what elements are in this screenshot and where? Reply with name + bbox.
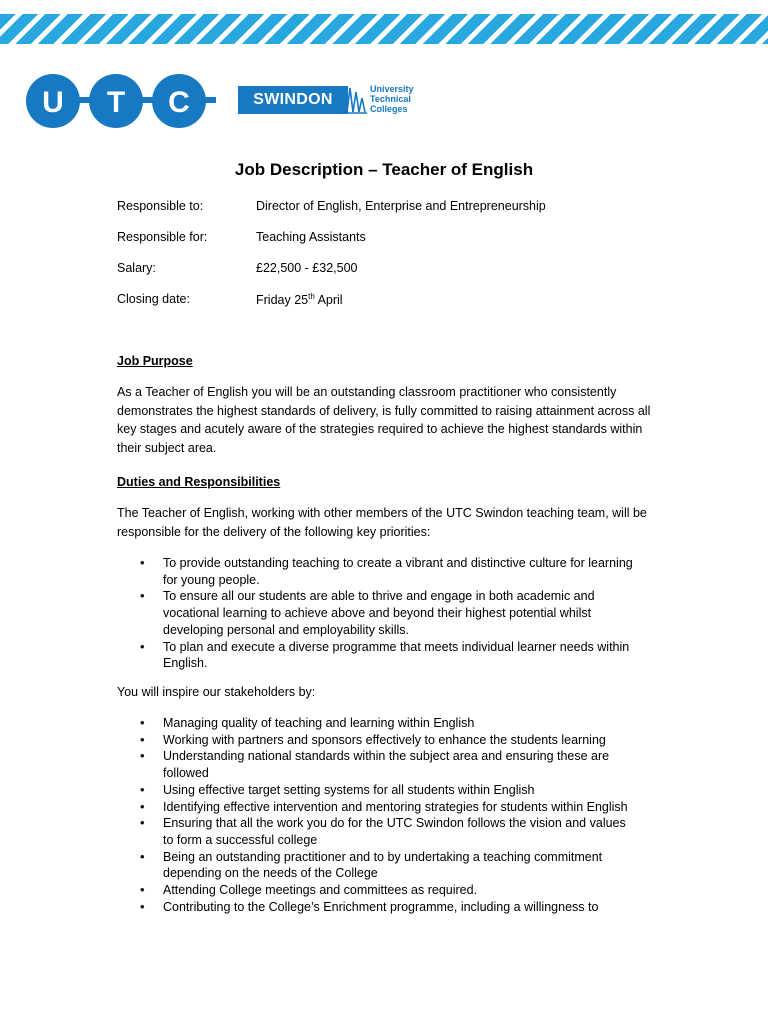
document-title: Job Description – Teacher of English xyxy=(234,160,534,179)
list-item: • Understanding national standards within the subject area and ensuring these are followed xyxy=(117,748,637,781)
list-item: • Contributing to the College’s Enrichment programme, including a willingness to xyxy=(117,899,637,916)
duties-intro: The Teacher of English, working with other members of the UTC Swindon teaching team, will be responsible for the delivery of the following key priorities: xyxy=(117,506,647,539)
utc-line: University xyxy=(370,84,414,94)
list-item: • To plan and execute a diverse programme that meets individual learner needs within English. xyxy=(117,639,637,672)
meta-label: Responsible for: xyxy=(117,230,208,244)
list-item: • To ensure all our students are able to thrive and engage in both academic and vocational learning to achieve above and beyond their highest potential whilst developing personal and employability skills. xyxy=(117,588,637,638)
meta-label: Salary: xyxy=(117,261,156,275)
meta-label: Closing date: xyxy=(117,292,190,306)
job-purpose-heading: Job Purpose xyxy=(117,354,193,368)
meta-value: Director of English, Enterprise and Entrepreneurship xyxy=(256,199,546,213)
list-item: • Being an outstanding practitioner and to by undertaking a teaching commitment depending on the needs of the College xyxy=(117,849,637,882)
logo-letter-u: U xyxy=(42,86,64,119)
stakeholders-intro: You will inspire our stakeholders by: xyxy=(117,685,316,699)
swindon-label: SWINDON xyxy=(238,86,348,114)
list-item: • Managing quality of teaching and learning within English xyxy=(117,715,637,732)
job-purpose-text: As a Teacher of English you will be an outstanding classroom practitioner who consistently demonstrates the highest standards of delivery, is fully committed to raising attainment across all key stages and acutely aware of the strategies required to achieve the highest standards within their subject area. xyxy=(117,385,651,456)
logo-letter-c: C xyxy=(168,86,190,119)
utc-line: Technical xyxy=(370,94,411,104)
list-item: • Using effective target setting systems for all students within English xyxy=(117,782,637,799)
list-item: • To provide outstanding teaching to create a vibrant and distinctive culture for learning for young people. xyxy=(117,555,637,588)
list-item: • Attending College meetings and committees as required. xyxy=(117,882,637,899)
duties-list xyxy=(117,555,637,672)
logo-letter-t: T xyxy=(106,86,126,119)
meta-value: £22,500 - £32,500 xyxy=(256,261,358,275)
utc-wordmark xyxy=(370,84,414,114)
duties-heading: Duties and Responsibilities xyxy=(117,475,281,489)
university-technical-colleges-icon xyxy=(338,82,368,116)
utc-circles-logo xyxy=(26,74,246,128)
list-item: • Ensuring that all the work you do for the UTC Swindon follows the vision and values to form a successful college xyxy=(117,815,637,848)
meta-value: Friday 25th April xyxy=(256,292,343,308)
stakeholders-list xyxy=(117,715,637,915)
list-item: • Identifying effective intervention and mentoring strategies for students within English xyxy=(117,799,637,816)
decorative-stripe-band xyxy=(0,14,768,44)
meta-value: Teaching Assistants xyxy=(256,230,366,244)
utc-line: Colleges xyxy=(370,104,408,114)
meta-label: Responsible to: xyxy=(117,199,204,213)
list-item: • Working with partners and sponsors effectively to enhance the students learning xyxy=(117,732,637,749)
